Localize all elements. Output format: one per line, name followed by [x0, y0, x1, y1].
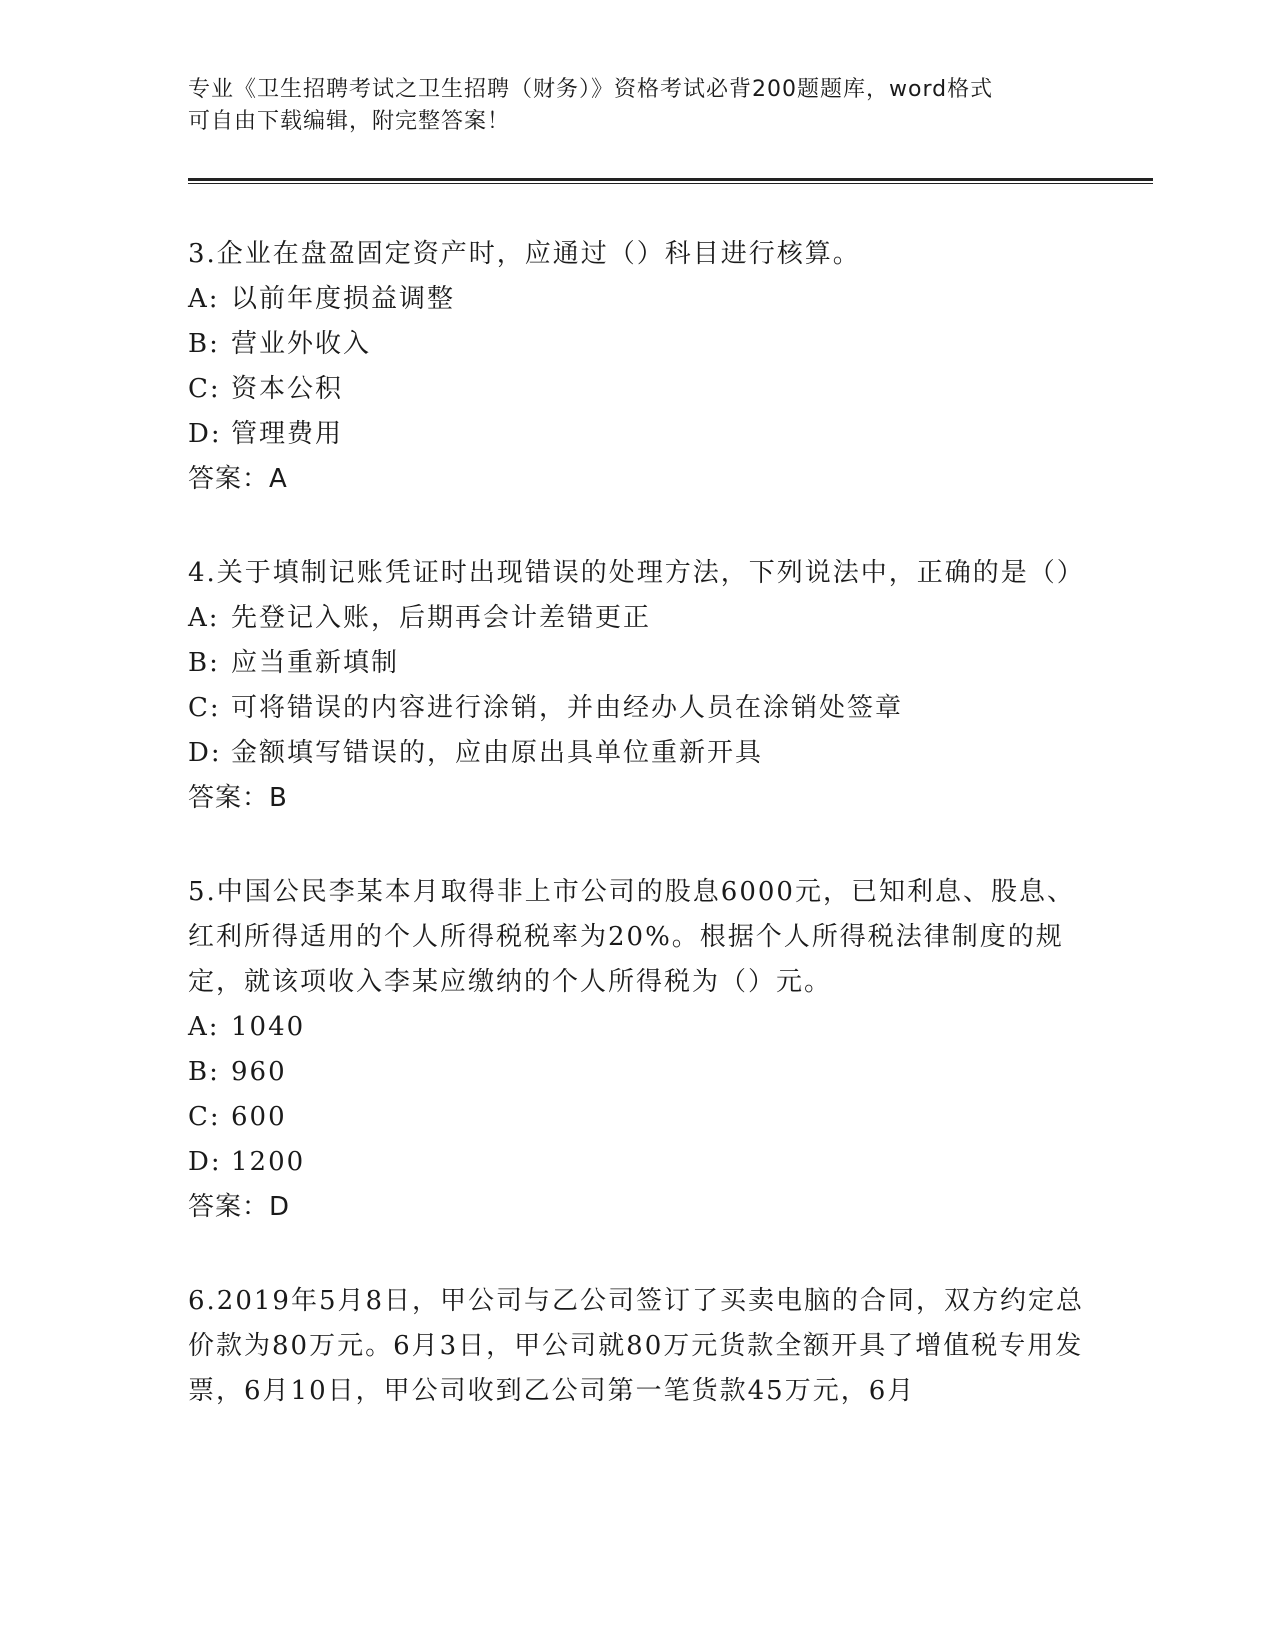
option-text: 金额填写错误的，应由原出具单位重新开具: [231, 738, 764, 768]
option-c: [188, 1095, 1088, 1140]
option-label: C:: [188, 374, 221, 404]
option-text: 可将错误的内容进行涂销，并由经办人员在涂销处签章: [231, 693, 904, 723]
option-text: 960: [231, 1057, 287, 1087]
option-label: D:: [188, 1147, 222, 1177]
option-text: 管理费用: [231, 419, 344, 449]
option-label: A:: [188, 284, 220, 314]
option-c: [188, 367, 1088, 412]
header-line-2: 可自由下载编辑，附完整答案！: [188, 109, 511, 134]
question-4: [188, 551, 1088, 821]
option-c: [188, 686, 1088, 731]
question-text: 3.企业在盘盈固定资产时，应通过（）科目进行核算。: [188, 239, 861, 269]
answer: 答案：A: [188, 464, 288, 494]
header-divider-thin: [188, 183, 1153, 184]
option-d: [188, 412, 1088, 457]
option-text: 600: [231, 1102, 287, 1132]
option-text: 资本公积: [231, 374, 344, 404]
option-label: D:: [188, 738, 222, 768]
header-line-1: 专业《卫生招聘考试之卫生招聘（财务）》资格考试必背200题题库，word格式: [188, 77, 994, 102]
option-a: [188, 277, 1088, 322]
option-d: [188, 1140, 1088, 1185]
answer: 答案：B: [188, 783, 288, 813]
question-5: [188, 870, 1088, 1230]
option-label: A:: [188, 1012, 220, 1042]
option-text: 应当重新填制: [231, 648, 400, 678]
answer: 答案：D: [188, 1192, 291, 1222]
option-text: 1040: [231, 1012, 306, 1042]
option-label: B:: [188, 648, 220, 678]
question-6: [188, 1279, 1088, 1414]
question-text: 6.2019年5月8日，甲公司与乙公司签订了买卖电脑的合同，双方约定总价款为80万元。6月3日，甲公司就80万元货款全额开具了增值税专用发票，6月10日，甲公司收到乙公司第一笔货款45万元，6月: [188, 1286, 1085, 1406]
option-text: 1200: [231, 1147, 306, 1177]
option-label: C:: [188, 693, 221, 723]
question-3: [188, 232, 1088, 502]
option-label: D:: [188, 419, 222, 449]
question-text: 5.中国公民李某本月取得非上市公司的股息6000元，已知利息、股息、红利所得适用的个人所得税税率为20%。根据个人所得税法律制度的规定，就该项收入李某应缴纳的个人所得税为（）元。: [188, 877, 1075, 997]
option-text: 营业外收入: [231, 329, 372, 359]
option-label: B:: [188, 329, 220, 359]
document-header: [188, 74, 1088, 138]
option-d: [188, 731, 1088, 776]
option-b: [188, 322, 1088, 367]
option-b: [188, 1050, 1088, 1095]
question-list: [188, 232, 1088, 1463]
option-a: [188, 596, 1088, 641]
option-a: [188, 1005, 1088, 1050]
option-label: C:: [188, 1102, 221, 1132]
option-text: 以前年度损益调整: [231, 284, 456, 314]
option-label: B:: [188, 1057, 220, 1087]
option-label: A:: [188, 603, 220, 633]
header-divider-thick: [188, 178, 1153, 181]
option-text: 先登记入账，后期再会计差错更正: [231, 603, 652, 633]
question-text: 4.关于填制记账凭证时出现错误的处理方法，下列说法中，正确的是（）: [188, 558, 1085, 588]
option-b: [188, 641, 1088, 686]
